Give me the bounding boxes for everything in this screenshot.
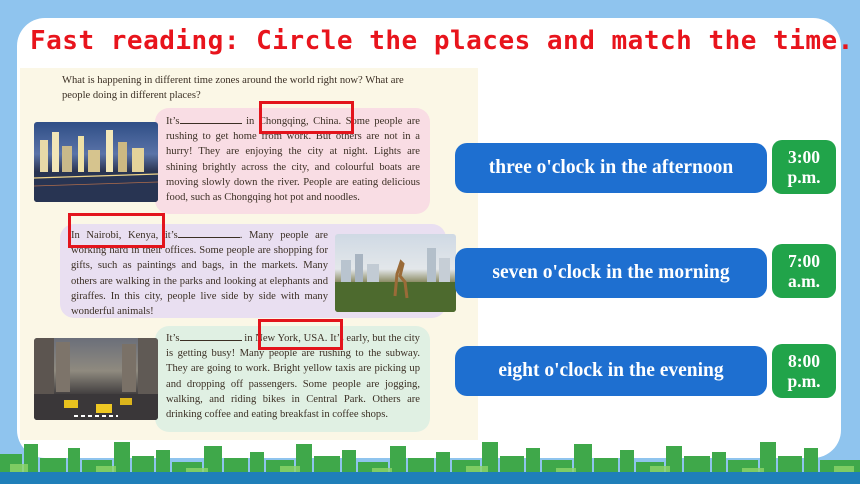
time-value: 3:00 (787, 147, 821, 167)
place-chongqing: Chongqing, China (258, 116, 339, 127)
circle-mark-newyork (258, 319, 343, 350)
circle-mark-chongqing (259, 101, 354, 134)
time-box-7am[interactable] (772, 244, 836, 298)
time-phrase-label: three o'clock in the afternoon (488, 157, 734, 178)
time-value: 8:00 (787, 351, 821, 371)
time-blank (180, 114, 242, 124)
circle-mark-nairobi (68, 213, 165, 248)
time-box-8pm[interactable] (772, 344, 836, 398)
time-blank (180, 331, 242, 341)
time-period: p.m. (787, 167, 821, 187)
passage-in: in (246, 116, 255, 127)
passage-in: in (244, 333, 253, 344)
newyork-street-photo (34, 338, 158, 420)
place-nairobi: In Nairobi, Kenya, (71, 230, 159, 241)
time-blank (178, 228, 240, 238)
time-period: a.m. (787, 271, 821, 291)
chongqing-night-photo (34, 122, 158, 202)
passage-start: It’s (166, 116, 180, 127)
time-phrase-afternoon[interactable] (455, 143, 767, 193)
time-box-3pm[interactable] (772, 140, 836, 194)
time-phrase-morning[interactable] (455, 248, 767, 298)
time-phrase-label: eight o'clock in the evening (498, 360, 724, 381)
intro-text: What is happening in different time zones around the world right now? What are people doing in different places? (62, 75, 404, 101)
time-period: p.m. (787, 371, 821, 391)
ground-strip (0, 472, 860, 484)
passage-start: it’s (164, 230, 178, 241)
passage-body: . Many people are working hard in their offices. Some people are shopping for gifts, such as paintings and bags, in the markets. Many others are walking in the parks and looking at elephants and giraffes. In this city, people live side by side with many wonderful animals! (71, 230, 328, 318)
time-phrase-label: seven o'clock in the morning (492, 262, 730, 283)
page-title: Fast reading: Circle the places and match the time. (30, 26, 854, 56)
time-phrase-evening[interactable] (455, 346, 767, 396)
passage-start: It’s (166, 333, 180, 344)
nairobi-giraffe-photo (335, 234, 456, 312)
passage-body: . Some people are rushing to get home from work. But others are not in a hurry! They are enjoying the city at night. Lights are shining brightly across the city, and colourful boats are moving slowly down the river. People are eating delicious food, such as Chongqing hot pot and noodles. (166, 116, 420, 204)
place-newyork: New York, USA (255, 333, 325, 344)
time-value: 7:00 (787, 251, 821, 271)
passage-body: . It’s early, but the city is getting busy! Many people are rushing to the subway. They are going to work. Bright yellow taxis are picking up and dropping off passengers. Some people are jogging, walking, and riding bikes in Central Park. Others are drinking coffee and eating breakfast in coffee shops. (166, 333, 420, 421)
